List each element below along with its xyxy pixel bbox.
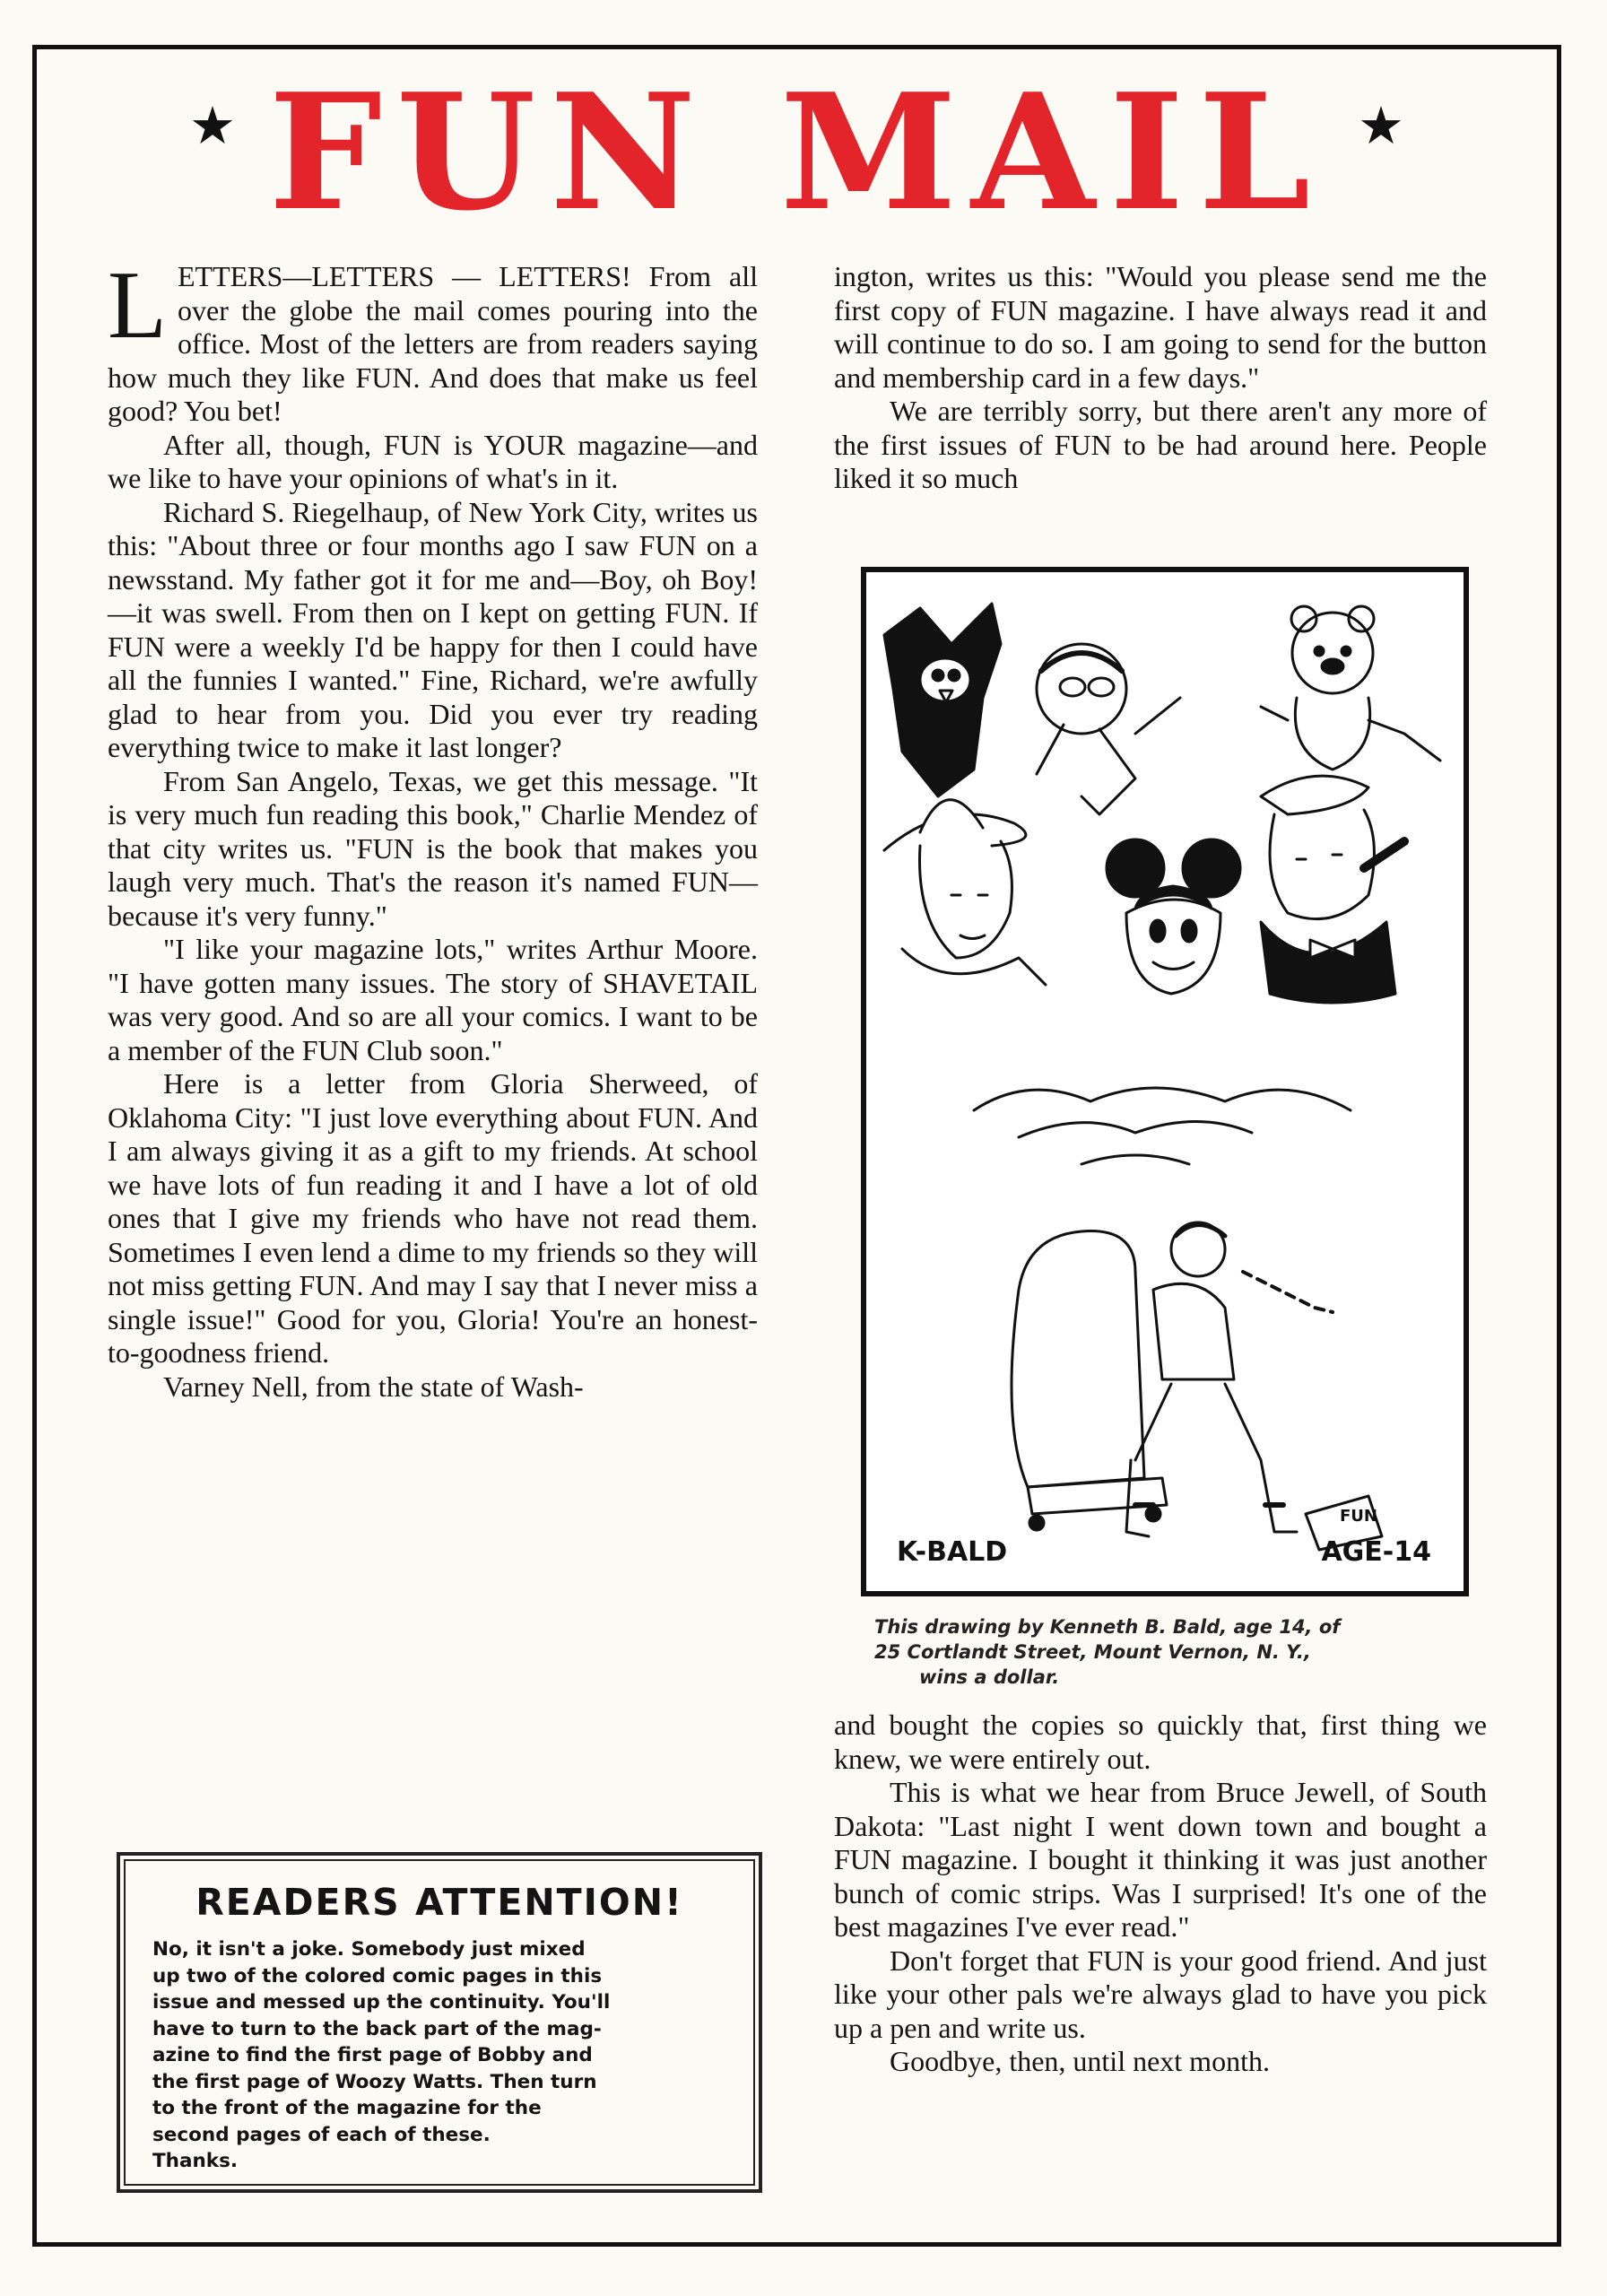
star-icon-left: ★ [189,97,236,155]
letter-paragraph: We are terribly sorry, but there aren't any more of the first issues of FUN to be had around here. People liked it so much [834,395,1487,494]
bear-character [1261,606,1440,770]
readers-attention-box [117,1852,762,2193]
artist-age: AGE-14 [1321,1536,1431,1568]
armchair-boy [1012,1222,1382,1550]
sailor-character [1261,776,1404,1003]
right-column-top [834,260,1487,496]
letter-paragraph: Don't forget that FUN is your good friend. And just like your other pals we're always glad to have you pick up a pen and write us. [834,1944,1487,2044]
caption-line: wins a dollar. [919,1666,1060,1688]
notice-line: issue and messed up the continuity. You'll [152,1991,611,2013]
notice-line: azine to find the first page of Bobby and [152,2044,593,2066]
cowboy-character [884,800,1046,985]
notice-line: second pages of each of these. [152,2123,491,2146]
letter-paragraph: "I like your magazine lots," writes Arthur Moore. "I have gotten many issues. The story of SHAVETAIL was very good. And so are all your comics. I want to be a member of the FUN Club soon." [108,933,758,1066]
notice-line: No, it isn't a joke. Somebody just mixed [152,1938,586,1961]
drop-cap: L [108,252,167,359]
letter-paragraph: ington, writes us this: "Would you please send me the first copy of FUN magazine. I have always read it and will continue to do so. I am going to send for the button and membership card in a few days." [834,260,1487,394]
notice-line: to the front of the magazine for the [152,2097,542,2119]
newspaper-label: FUN [1340,1507,1377,1526]
notice-body [152,1936,726,2175]
reader-drawing [861,567,1469,1596]
letter-paragraph: Here is a letter from Gloria Sherweed, of Oklahoma City: "I just love everything about FUN. And I am always giving it as a gift to my friends. At school we have lots of fun reading it and I have a lot of old ones that I give my friends who have not read them. Sometimes I even lend a dime to my friends so they will not miss getting FUN. And may I say that I never miss a single issue!" Good for you, Gloria! You're an honest-to-goodness friend. [108,1067,758,1369]
caption-line: 25 Cortlandt Street, Mount Vernon, N. Y., [874,1641,1311,1663]
notice-line: have to turn to the back part of the mag- [152,2017,602,2040]
page-title: FUN MAIL [268,58,1325,246]
penguin-character [884,604,1001,796]
letter-paragraph: and bought the copies so quickly that, first thing we knew, we were entirely out. [834,1709,1487,1775]
letter-paragraph: From San Angelo, Texas, we get this message. "It is very much fun reading this book," Charlie Mendez of that city writes us. "FUN is the book that makes you laugh very much. That's the reason it's named FUN—because it's very funny." [108,764,758,932]
letter-paragraph: After all, though, FUN is YOUR magazine—and we like to have your opinions of what's in it. [108,428,758,494]
notice-line: the first page of Woozy Watts. Then turn [152,2070,597,2093]
artist-signature: K-BALD [897,1536,1008,1568]
right-column-bottom [834,1709,1487,2079]
letter-paragraph: This is what we hear from Bruce Jewell, of South Dakota: "Last night I went down town and bought a FUN magazine. I bought it thinking it was just another bunch of comic strips. Was I surprised! It's one of the best magazines I've ever read." [834,1776,1487,1943]
letter-paragraph: Varney Nell, from the state of Wash- [163,1370,584,1403]
notice-line: Thanks. [152,2150,239,2172]
cartoon-illustration [866,572,1464,1591]
drawing-caption [874,1614,1466,1690]
notice-heading: READERS ATTENTION! [195,1881,683,1924]
star-icon-right: ★ [1358,97,1404,155]
masthead [32,58,1561,246]
letter-paragraph: Richard S. Riegelhaup, of New York City, writes us this: "About three or four months ago I saw FUN on a newsstand. My father got it for me and—Boy, oh Boy!—it was swell. From then on I kept on getting FUN. If FUN were a weekly I'd be happy for then I could have all the funnies I wanted." Fine, Richard, we're awfully glad to hear from you. Did you ever try reading everything twice to make it last longer? [108,495,758,763]
aviator-character [1037,644,1180,814]
letter-paragraph: Goodbye, then, until next month. [890,2045,1270,2077]
letter-paragraph: LETTERS—LETTERS — LETTERS! From all over the globe the mail comes pouring into the office. Most of the letters are from readers saying how much they like FUN. And does that make us feel good? You bet! [108,252,758,427]
mouse-character [1107,839,1240,994]
caption-line: This drawing by Kenneth B. Bald, age 14, of [874,1616,1341,1638]
notice-line: up two of the colored comic pages in this [152,1964,603,1987]
left-column [108,252,758,1404]
